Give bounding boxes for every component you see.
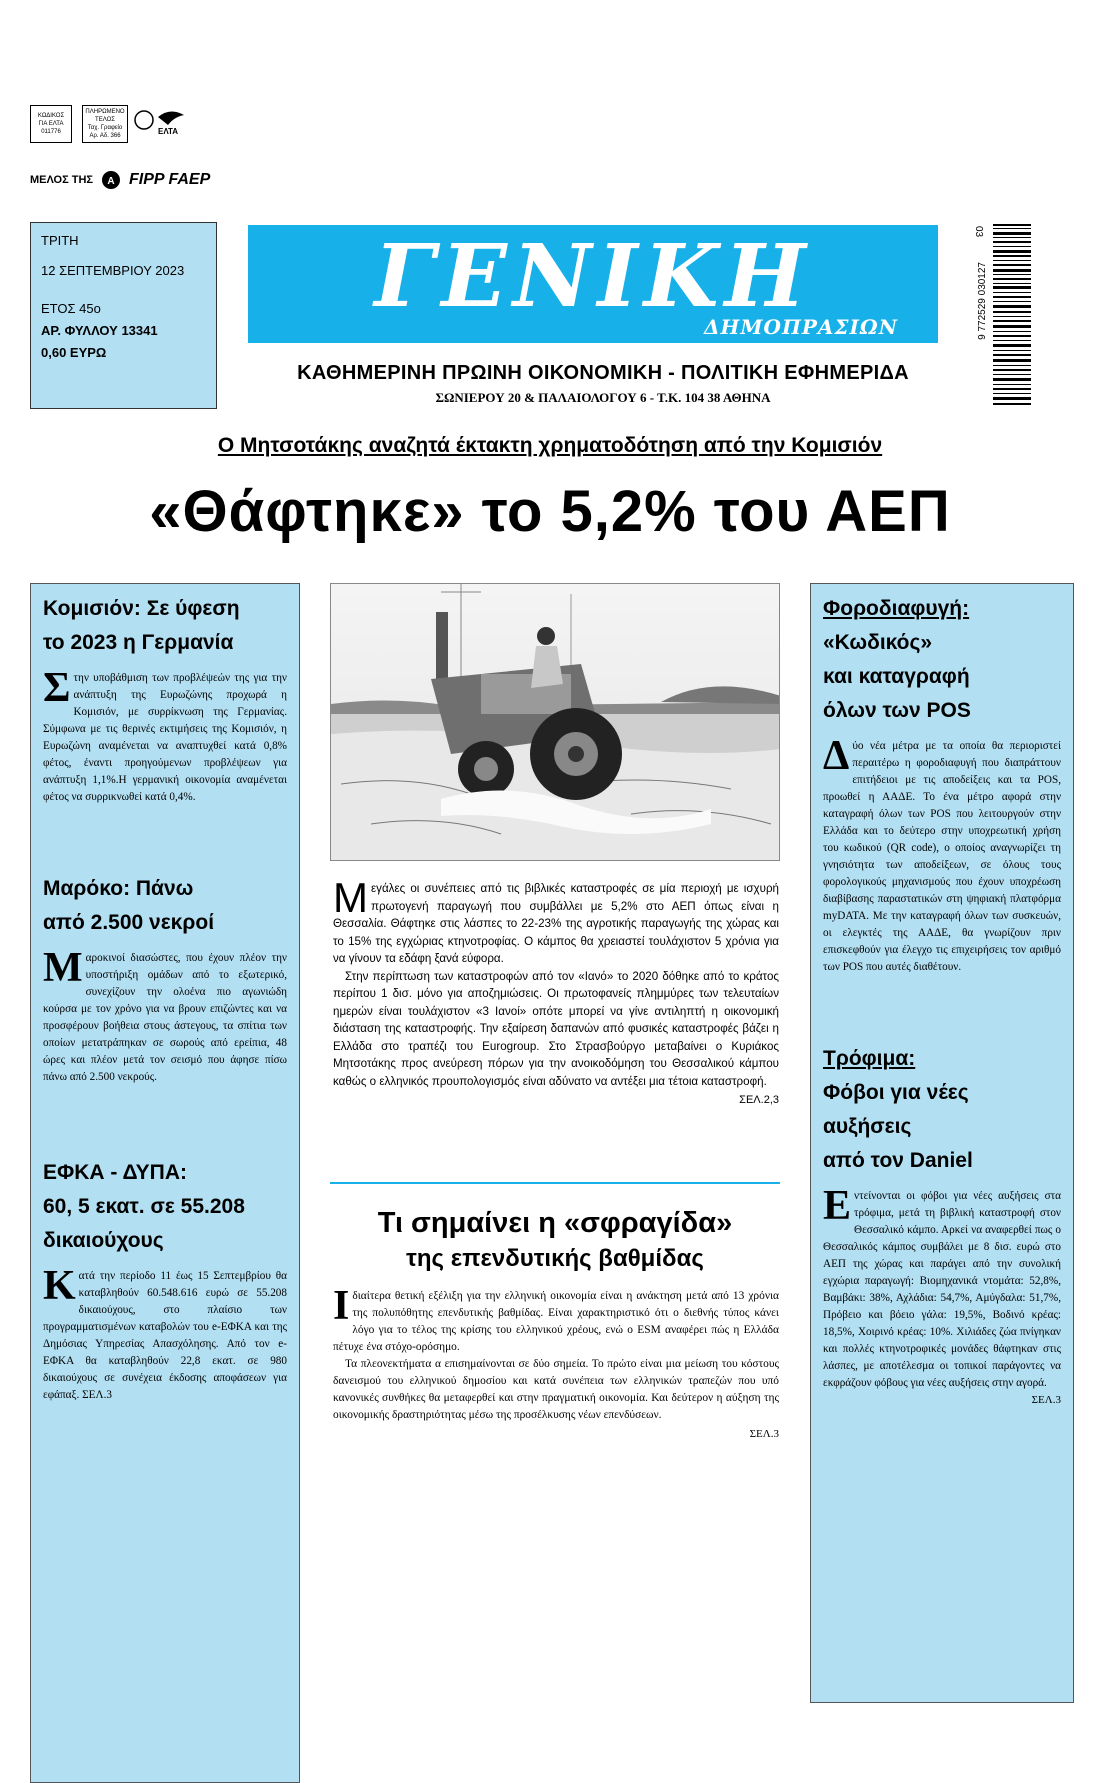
article-title: από 2.500 νεκροί xyxy=(43,911,215,934)
lead-kicker: Ο Μητσοτάκης αναζητά έκτακτη χρηματοδότηση από την Κομισιόν xyxy=(217,434,883,457)
barcode xyxy=(975,222,1035,410)
investment-grade-subtitle: της επενδυτικής βαθμίδας xyxy=(406,1245,704,1272)
masthead-title: ΓΕΝΙΚΗ xyxy=(374,226,812,327)
investment-grade-title: Τι σημαίνει η «σφραγίδα» xyxy=(377,1207,733,1239)
article-efka xyxy=(43,1156,287,1404)
tractor-photo-illustration xyxy=(331,584,780,861)
article-morocco xyxy=(43,872,287,1086)
drop-cap: Κ xyxy=(43,1263,76,1309)
drop-cap: Δ xyxy=(823,733,850,779)
article-text: ντείνονται οι φόβοι για νέες αυξήσεις στα τρόφιμα, μετά τη βιβλική καταστροφή στον Θεσσαλικό κάμπο. Αρκεί να αναφερθεί πως ο Θεσσαλικός κάμπος συμβάλει με 8 δισ. ευρώ στο ΑΕΠ της χώρας και παράγει από την συνολική εγχώρια παραγωγή: Βιομηχανικά ντομάτα: 52,8%, Βαμβάκι: 38%, Αχλάδια: 54,7%, Αμύγδαλα: 51,7%, Πρόβειο και βόειο γάλα: 19,5%, Βοδινό κρέας: 18,5%, Χοιρινό κρέας: 10%. Χιλιάδες ζώα πνίγηκαν και πολλές κτηνοτροφικές μονάδες θάφτηκαν στις λάσπες, με αποτέλεσμα οι τοπικοί παράγοντες να εκφράζουν φόβους για νέες αυξήσεις στην αγορά. xyxy=(823,1190,1061,1389)
article-title: ΕΦΚΑ - ΔΥΠΑ: xyxy=(43,1161,187,1184)
article-text: αροκινοί διασώστες, που έχουν πλέον την υποστήριξη ομάδων από το εξωτερικό, συνεχίζουν την ολοένα πιο αγωνιώδη κούρσα με τον χρόνο για να βρουν επιζώντες και να προσφέρουν βοήθεια στους άστεγους, τα σπίτια των οποίων μετατράπηκαν σε σωρούς από ερείπια, 48 ώρες και πλέον μετά τον σεισμό που άφησε πίσω πάνω από 2.500 νεκρούς. xyxy=(43,952,287,1083)
article-title: Τρόφιμα: xyxy=(823,1047,916,1070)
lead-photo xyxy=(330,583,780,861)
article-title: δικαιούχους xyxy=(43,1229,164,1252)
member-row xyxy=(30,170,210,190)
issue-date: 12 ΣΕΠΤΕΜΒΡΙΟΥ 2023 xyxy=(41,263,185,278)
svg-text:A: A xyxy=(107,176,115,187)
article-title: από τον Daniel xyxy=(823,1149,973,1172)
stamp-line: Αρ. Αδ. 366 xyxy=(89,133,121,139)
stamp-line: 011776 xyxy=(41,129,61,135)
member-logo-icon xyxy=(101,170,121,190)
stamp-line: ΤΕΛΟΣ xyxy=(95,117,115,123)
lead-article xyxy=(333,874,779,1110)
investment-paragraph-2: Τα πλεονεκτήματα α επισημαίνονται σε δύο σημεία. Το πρώτο είναι μια μείωση του κόστους δανεισμού του ελληνικού δημοσίου και κατά συνέπεια των ελληνικών τραπεζών που υπό κανονικές συνθήκες θα μεταφερθεί και στην πραγματική οικονομία. Και δεύτερον η αύξηση της οικονομικής δραστηριότητας μέσω της προσέλκυσης νέων επενδύσεων. xyxy=(333,1358,779,1421)
drop-cap: Ι xyxy=(333,1283,350,1329)
lead-text: εγάλες οι συνέπειες από τις βιβλικές καταστροφές σε μία περιοχή με ισχυρή πρωτογενή παραγωγή που συμβάλλει με 5,2% στο ΑΕΠ όπως είναι η Θεσσαλία. Θάφτηκε στις λάσπες το 22-23% της αγροτικής παραγωγής της χώρας και το 15% της εγχώριας κτηνοτροφίας. Ο κάμπος θα χρειαστεί τουλάχιστον 5 χρόνια για να γίνουν τα εδάφη ξανά εύφορα. xyxy=(333,882,779,965)
article-body xyxy=(823,1183,1061,1392)
article-title: το 2023 η Γερμανία xyxy=(43,631,234,654)
lead-paragraph-1 xyxy=(333,874,779,968)
center-divider xyxy=(330,1182,780,1184)
member-label: ΜΕΛΟΣ ΤΗΣ xyxy=(30,174,94,186)
article-body xyxy=(43,665,287,806)
article-food xyxy=(823,1042,1061,1406)
article-body xyxy=(43,1263,287,1404)
article-text: ατά την περίοδο 11 έως 15 Σεπτεμβρίου θα καταβληθούν 60.548.616 ευρώ σε 55.208 δικαιούχους, στο πλαίσιο των προγραμματισμένων καταβολών του e-ΕΦΚΑ και της Δημόσιας Υπηρεσίας Απασχόλησης. Από τον e-ΕΦΚΑ θα καταβληθούν 22,8 εκατ. σε 980 δικαιούχους σε συνέχεια έκδοσης αποφάσεων για εφάπαξ. ΣΕΛ.3 xyxy=(43,1270,287,1401)
masthead-tagline: ΚΑΘΗΜΕΡΙΝΗ ΠΡΩΙΝΗ ΟΙΚΟΝΟΜΙΚΗ - ΠΟΛΙΤΙΚΗ ΕΦΗΜΕΡΙΔΑ xyxy=(297,362,909,384)
drop-cap: Σ xyxy=(43,665,71,711)
drop-cap: Μ xyxy=(43,945,83,991)
article-title: Φοροδιαφυγή: xyxy=(823,597,970,620)
left-column xyxy=(30,583,300,1783)
article-text: την υποβάθμιση των προβλέψεών της για την ανάπτυξη της Ευρωζώνης προχωρά η Κομισιόν, με συρρίκνωση της Γερμανίας. Σύμφωνα με τις θερινές εκτιμήσεις της Κομισιόν, η Ευρωζώνη αναμένεται να αναπτυχθεί κατά 0,8% φέτος, έναντι προηγούμενων προβλέψεων για ανάπτυξη 1,1%.Η γερμανική οικονομία αναμένεται φέτος να συρρικνωθεί κατά 0,4%. xyxy=(43,672,287,803)
issue-day: ΤΡΙΤΗ xyxy=(41,233,79,248)
barcode-issue-code: 03 xyxy=(973,226,984,238)
issue-number: ΑΡ. ΦΥΛΛΟΥ 13341 xyxy=(41,323,158,338)
member-logos: FIPP FAEP xyxy=(129,171,211,188)
article-title: Μαρόκο: Πάνω xyxy=(43,877,194,900)
right-column xyxy=(810,583,1074,1703)
elta-code-stamp xyxy=(30,105,72,143)
stamp-line: Ταχ. Γραφείο xyxy=(87,125,123,131)
masthead-subtitle: ΔΗΜΟΠΡΑΣΙΩΝ xyxy=(703,315,898,339)
article-title: 60, 5 εκατ. σε 55.208 xyxy=(43,1195,245,1218)
masthead-address: ΣΩΝΙΕΡΟΥ 20 & ΠΑΛΑΙΟΛΟΓΟΥ 6 - Τ.Κ. 104 38 ΑΘΗΝΑ xyxy=(435,390,771,405)
investment-paragraph-1 xyxy=(333,1283,779,1356)
stamp-line: ΠΛΗΡΩΜΕΝΟ xyxy=(85,109,125,115)
article-title: «Κωδικός» xyxy=(823,631,933,654)
article-title: Κομισιόν: Σε ύφεση xyxy=(43,597,240,620)
investment-text: διαίτερα θετική εξέλιξη για την ελληνική οικονομία είναι η ανάκτηση μετά από 13 χρόνια της πολυπόθητης επενδυτικής βαθμίδας. Είναι χαρακτηριστικό ότι ο διεθνής τύπος κάνει λόγο για το τέλος της κρίσης του ελληνικού χρέους, ενώ ο ESM αναφέρει πώς η Ελλάδα πέτυχε ένα στόχο-ορόσημο. xyxy=(333,1290,779,1353)
article-title: και καταγραφή xyxy=(823,665,970,688)
stamp-line: ΓΙΑ ΕΛΤΑ xyxy=(38,121,64,127)
issue-year: ΕΤΟΣ 45ο xyxy=(41,301,101,316)
lead-paragraph-2: Στην περίπτωση των καταστροφών από τον «Ιανό» το 2020 δόθηκε από το κράτος περίπου 1 δισ. μόνο για αποζημιώσεις. Οι πρωτοφανείς πλημμύρες των τελευταίων ημερών είναι τουλάχιστον «3 Ιανοί» οπότε μπορεί να γίνε αντιληπτή η οικονομική διάσταση της καταστροφής. Την εξαίρεση δαπανών από φυσικές καταστροφές βάζει η Ελλάδα στο τραπέζι του Eurogroup. Στο Στρασβούργο μεταβαίνει ο Κυριάκος Μητσοτάκης προς ανεύρεση πόρων για την ανοικοδόμηση του Θεσσαλικού κάμπου καθώς ο ελληνικός προυπολογισμός είναι αδύνατο να αντέξει μια τέτοια καταστροφή. xyxy=(333,969,779,1088)
article-body xyxy=(43,945,287,1086)
lead-page-ref: ΣΕΛ.2,3 xyxy=(739,1094,779,1106)
article-text: ύο νέα μέτρα με τα οποία θα περιοριστεί περαιτέρω η φοροδιαφυγή που διαπράττουν επιτήδειοι με τις αποδείξεις και τα POS, προωθεί η ΑΑΔΕ. Το ένα μέτρο αφορά στην καταγραφή όλων των POS που λειτουργούν στην Ελλάδα και το δεύτερο στην υποχρεωτική χρήση του κωδικού (QR code), ο οποίος αναγνωρίζει τη γνησιότητα των αποδείξεων, σε όλους τους φορολογικούς μηχανισμούς που έχουν υποχρέωση διαβίβασης παραστατικών στη ψηφιακή πλατφόρμα myDATA. Με την καταγραφή όλων των συσκευών, οι ελεγκτές της ΑΑΔΕ, θα γνωρίζουν πριν επισκεφθούν για έλεγχο τις επιχειρήσεις τον αριθμό των POS που αυτές διαθέτουν. xyxy=(823,740,1061,973)
masthead xyxy=(248,225,938,343)
investment-page-ref: ΣΕΛ.3 xyxy=(749,1428,779,1440)
drop-cap: Ε xyxy=(823,1183,852,1229)
food-page-ref: ΣΕΛ.3 xyxy=(1031,1394,1061,1406)
elta-logo xyxy=(132,105,192,141)
issue-info-box xyxy=(30,222,217,409)
article-commission xyxy=(43,592,287,806)
elta-logo-text: ΕΛΤΑ xyxy=(158,127,179,136)
postage-paid-stamp xyxy=(82,105,128,143)
barcode-number: 9 772529 030127 xyxy=(977,262,988,340)
issue-price: 0,60 ΕΥΡΩ xyxy=(41,345,107,360)
article-tax-evasion xyxy=(823,592,1061,976)
drop-cap: Μ xyxy=(333,874,368,921)
article-body xyxy=(823,733,1061,976)
investment-grade-article xyxy=(333,1283,779,1443)
article-title: Φόβοι για νέες αυξήσεις xyxy=(823,1081,969,1138)
lead-headline: «Θάφτηκε» το 5,2% του ΑΕΠ xyxy=(149,479,951,544)
stamp-line: ΚΩΔΙΚΟΣ xyxy=(37,113,65,119)
article-title: όλων των POS xyxy=(823,699,971,722)
